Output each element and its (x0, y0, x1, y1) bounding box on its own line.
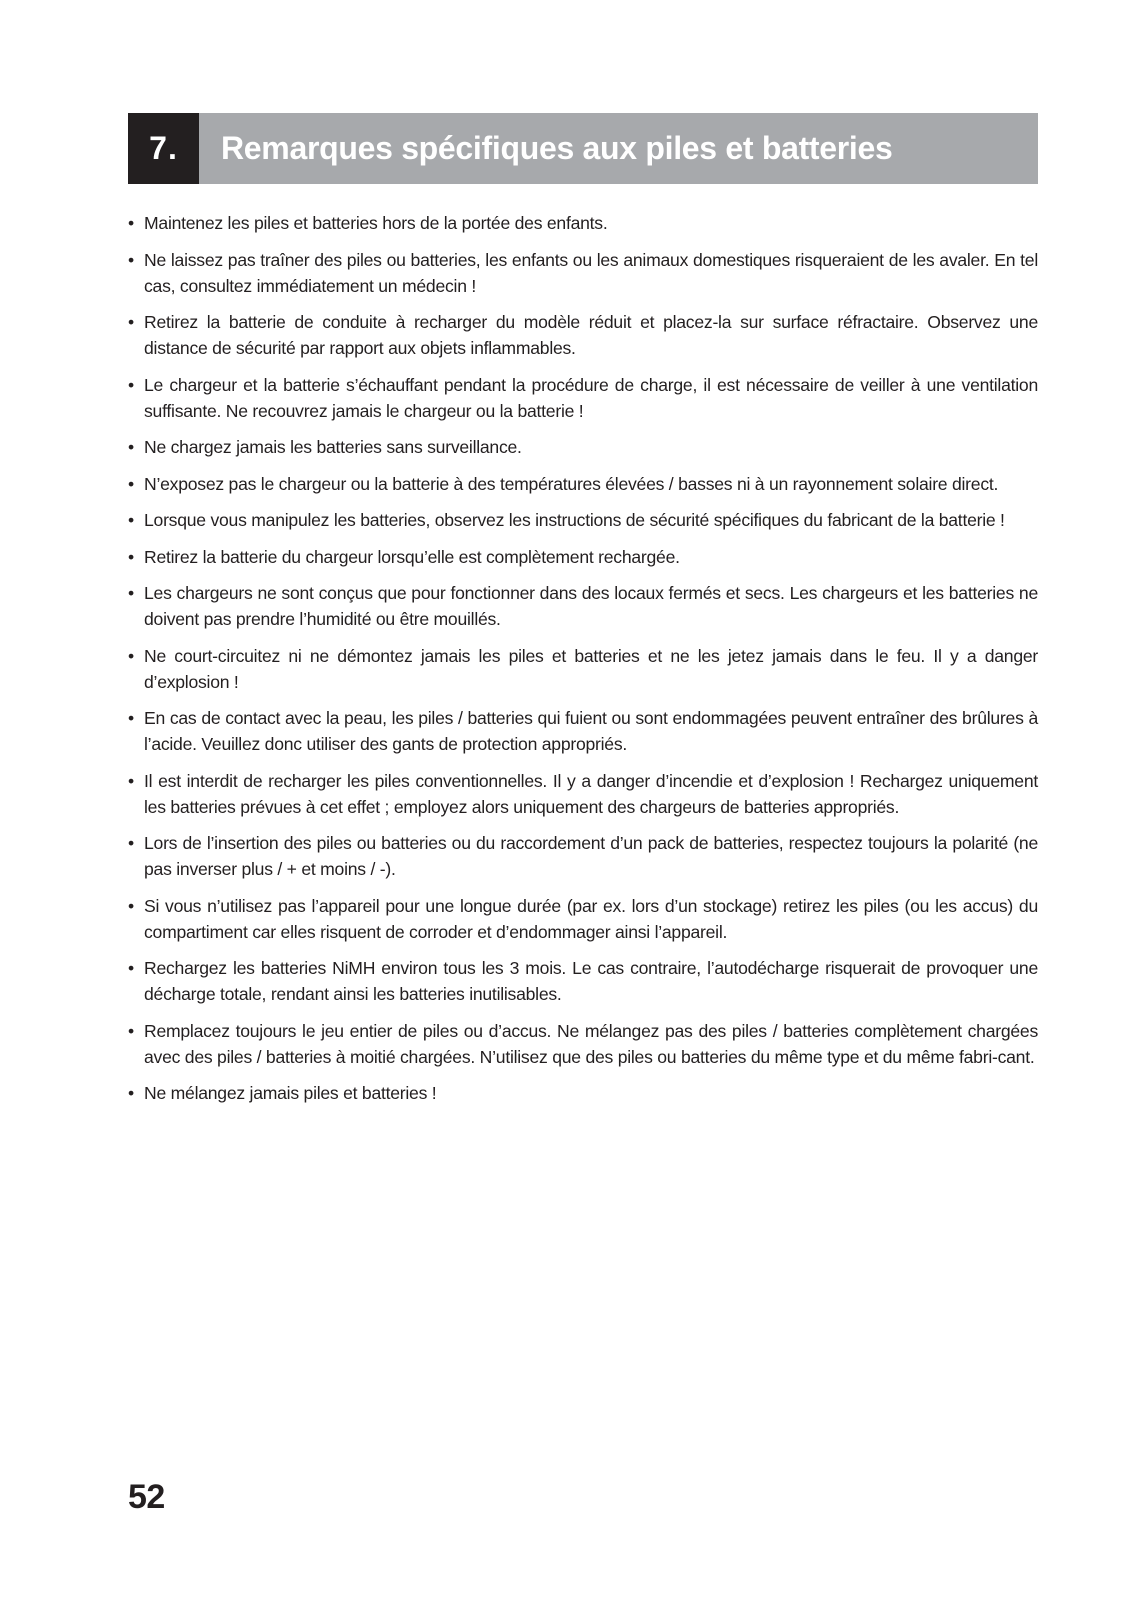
bullet-mark: • (128, 958, 134, 978)
list-item-text: Retirez la batterie du chargeur lorsqu’elle est complètement rechargée. (144, 546, 680, 567)
list-item (128, 643, 1038, 695)
list-item (128, 247, 1038, 299)
bullet-mark: • (128, 1083, 134, 1103)
list-item-text: Ne court-circuitez ni ne démontez jamais les piles et batteries et ne les jetez jamais dans le feu. Il y a danger d’explosion ! (144, 645, 1038, 692)
list-item (128, 768, 1038, 820)
list-item (128, 471, 1038, 497)
list-item-text: Maintenez les piles et batteries hors de la portée des enfants. (144, 213, 608, 233)
section-title: Remarques spécifiques aux piles et batteries (221, 130, 893, 166)
bullet-mark: • (128, 583, 134, 603)
list-item-text: Lors de l’insertion des piles ou batteries ou du raccordement d’un pack de batteries, respectez toujours la polarité (ne pas inverser plus / + et moins / -). (144, 833, 1038, 879)
section-number: 7. (128, 113, 199, 184)
list-item (128, 372, 1038, 424)
list-item (128, 210, 1038, 236)
list-item (128, 507, 1038, 533)
list-item-text: Il est interdit de recharger les piles conventionnelles. Il y a danger d’incendie et d’explosion ! Rechargez uniquement les batteries prévues à cet effet ; employez alors uniquement des chargeurs de batteries appropriés. (144, 770, 1038, 817)
list-item (128, 893, 1038, 945)
list-item-text: Les chargeurs ne sont conçus que pour fonctionner dans des locaux fermés et secs. Les chargeurs et les batteries ne doivent pas prendre l’humidité ou être mouillés. (144, 583, 1038, 629)
bullet-mark: • (128, 895, 134, 916)
list-item (128, 830, 1038, 882)
list-item (128, 434, 1038, 460)
bullet-mark: • (128, 213, 134, 233)
list-item-text: Ne laissez pas traîner des piles ou batteries, les enfants ou les animaux domestiques risqueraient de les avaler. En tel cas, consultez immédiatement un médecin ! (144, 249, 1038, 296)
list-item-text: Lorsque vous manipulez les batteries, observez les instructions de sécurité spécifiques du fabricant de la batterie ! (144, 510, 1005, 530)
bullet-mark: • (128, 645, 134, 666)
bullet-mark: • (128, 510, 134, 530)
bullet-mark: • (128, 546, 134, 567)
bullet-mark: • (128, 374, 134, 395)
bullet-mark: • (128, 1020, 134, 1041)
list-item-text: Ne mélangez jamais piles et batteries ! (144, 1083, 437, 1103)
page-number: 52 (128, 1478, 165, 1516)
list-item-text: Remplacez toujours le jeu entier de piles ou d’accus. Ne mélangez pas des piles / batteries complètement chargées avec des piles / batteries à moitié chargées. N’utilisez que des piles ou batteries du même type et du même fabri-cant. (144, 1020, 1038, 1067)
bullet-mark: • (128, 708, 134, 728)
list-item-text: Si vous n’utilisez pas l’appareil pour une longue durée (par ex. lors d’un stockage) retirez les piles (ou les accus) du compartiment car elles risquent de corroder et d’endommager ainsi l’appareil. (144, 895, 1038, 942)
list-item (128, 955, 1038, 1007)
bullet-mark: • (128, 833, 134, 853)
bullet-mark: • (128, 312, 134, 332)
list-item-text: Retirez la batterie de conduite à recharger du modèle réduit et placez-la sur surface réfractaire. Observez une distance de sécurité par rapport aux objets inflammables. (144, 312, 1038, 358)
list-item-text: Le chargeur et la batterie s’échauffant pendant la procédure de charge, il est nécessaire de veiller à une ventilation suffisante. Ne recouvrez jamais le chargeur ou la batterie ! (144, 374, 1038, 421)
bullet-list (128, 210, 1038, 1117)
section-header (128, 113, 1038, 184)
list-item-text: En cas de contact avec la peau, les piles / batteries qui fuient ou sont endommagées peuvent entraîner des brûlures à l’acide. Veuillez donc utiliser des gants de protection appropriés. (144, 708, 1038, 754)
list-item-text: Ne chargez jamais les batteries sans surveillance. (144, 437, 522, 457)
list-item (128, 705, 1038, 757)
list-item (128, 544, 1038, 570)
bullet-mark: • (128, 473, 134, 494)
list-item (128, 1080, 1038, 1106)
list-item (128, 309, 1038, 361)
bullet-mark: • (128, 437, 134, 457)
bullet-mark: • (128, 249, 134, 270)
list-item-text: N’exposez pas le chargeur ou la batterie à des températures élevées / basses ni à un rayonnement solaire direct. (144, 473, 999, 494)
list-item (128, 1018, 1038, 1070)
bullet-mark: • (128, 770, 134, 791)
list-item (128, 580, 1038, 632)
list-item-text: Rechargez les batteries NiMH environ tous les 3 mois. Le cas contraire, l’autodécharge risquerait de provoquer une décharge totale, rendant ainsi les batteries inutilisables. (144, 958, 1038, 1004)
